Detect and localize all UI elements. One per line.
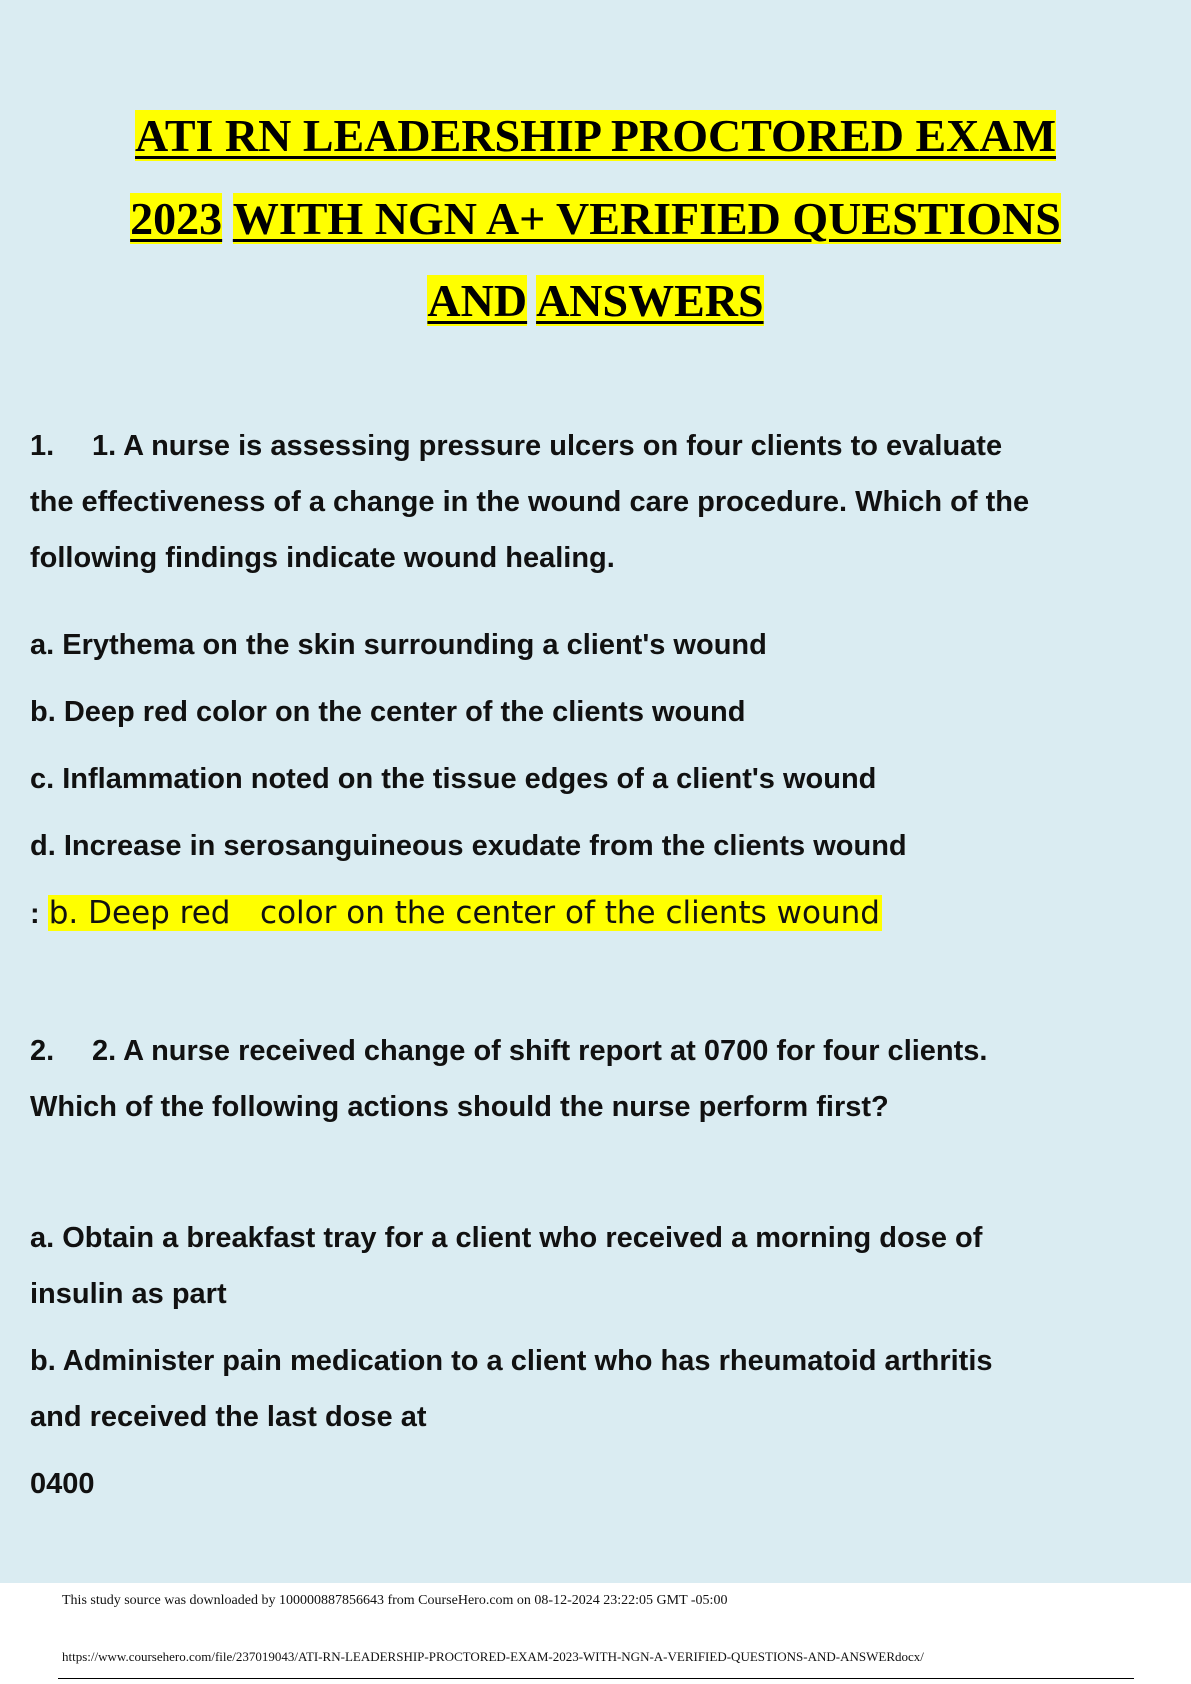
download-notice: This study source was downloaded by 100000887856643 from CourseHero.com on 08-12-2024 23:22:05 GMT -05:00 — [62, 1593, 728, 1608]
highlighted-answer: b. Deep red color on the center of the clients wound — [48, 895, 880, 931]
question-2-option-b-line-2: and received the last dose at — [30, 1401, 427, 1433]
question-2-option-a-line-2: insulin as part — [30, 1278, 227, 1310]
question-1-stem-line-3: following findings indicate wound healing. — [30, 542, 615, 574]
title-line-1: ATI RN LEADERSHIP PROCTORED EXAM — [135, 110, 1056, 161]
question-2-option-b-line-3: 0400 — [30, 1468, 95, 1500]
question-1-option-b: b. Deep red color on the center of the clients wound — [30, 696, 746, 728]
question-1-option-c: c. Inflammation noted on the tissue edges of a client's wound — [30, 763, 877, 795]
question-1-option-a: a. Erythema on the skin surrounding a client's wound — [30, 629, 767, 661]
question-2-stem-line-2: Which of the following actions should the nurse perform first? — [30, 1091, 889, 1123]
question-2-option-a-line-1: a. Obtain a breakfast tray for a client who received a morning dose of — [30, 1222, 983, 1254]
question-1-number: 1. — [30, 430, 55, 462]
question-2-number: 2. — [30, 1035, 55, 1067]
question-1-option-d: d. Increase in serosanguineous exudate from the clients wound — [30, 830, 907, 862]
footer-divider — [58, 1678, 1134, 1679]
question-2-stem-line-1: 2. 2. A nurse received change of shift report at 0700 for four clients. — [30, 1035, 988, 1067]
source-url[interactable]: https://www.coursehero.com/file/237019043/ATI-RN-LEADERSHIP-PROCTORED-EXAM-2023-WITH-NGN-A-VERIFIED-QUESTIONS-AND-ANSWERdocx/ — [62, 1649, 924, 1664]
question-1-stem-line-1: 1. 1. A nurse is assessing pressure ulcers on four clients to evaluate — [30, 430, 1003, 462]
title-line-3: AND ANSWERS — [427, 275, 764, 326]
title-line-2: 2023 WITH NGN A+ VERIFIED QUESTIONS — [130, 193, 1061, 244]
question-1-answer: : b. Deep red color on the center of the clients wound — [30, 895, 880, 931]
question-2-option-b-line-1: b. Administer pain medication to a client who has rheumatoid arthritis — [30, 1345, 993, 1377]
question-1-stem-line-2: the effectiveness of a change in the wound care procedure. Which of the — [30, 486, 1030, 518]
